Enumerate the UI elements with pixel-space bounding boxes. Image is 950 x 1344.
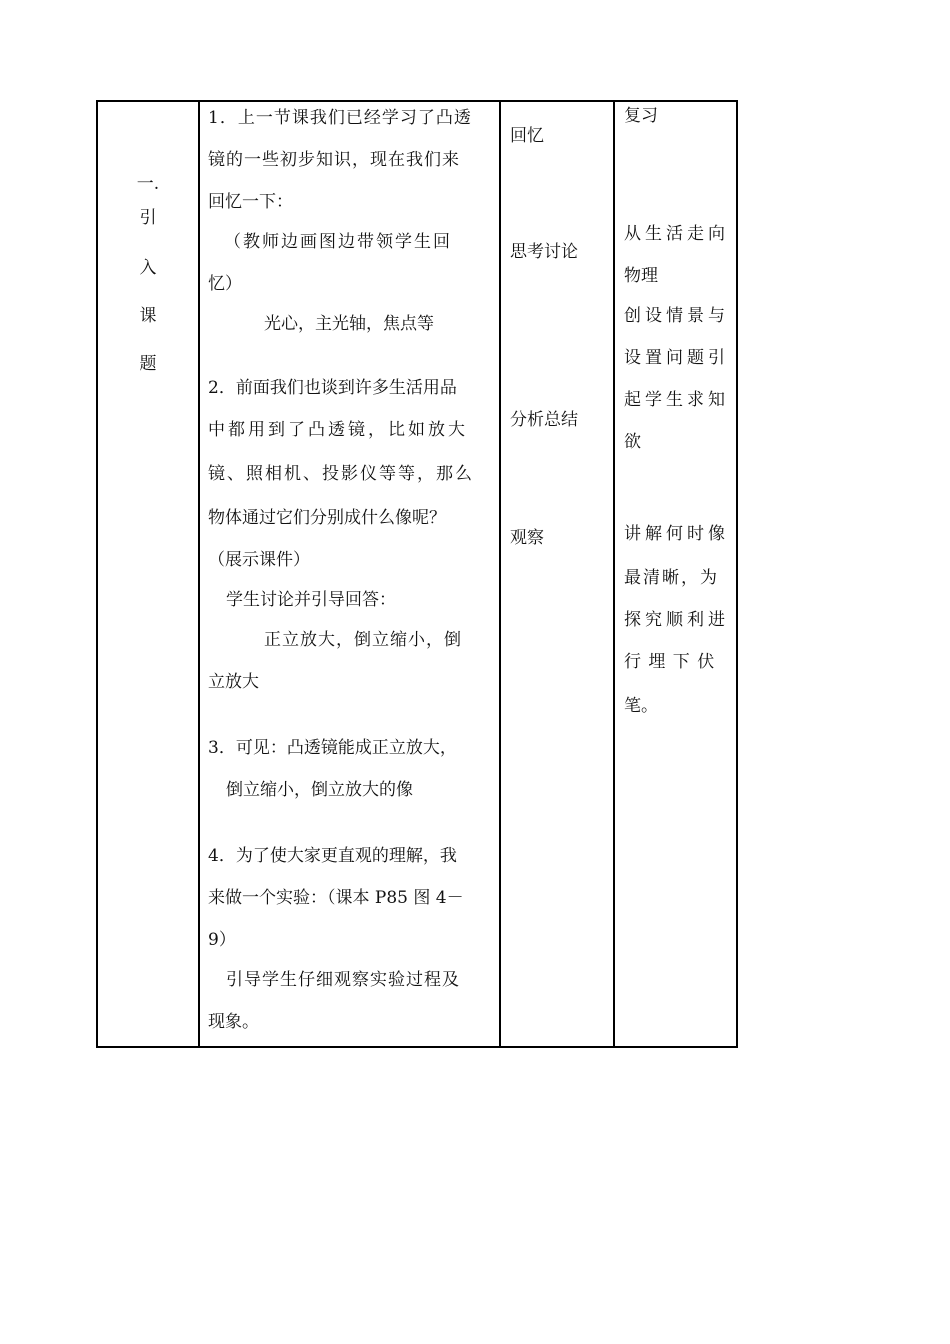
design-intent-line: 复习 [624, 106, 658, 126]
content-line: （展示课件） [208, 550, 310, 570]
content-line: 2．前面我们也谈到许多生活用品 [208, 378, 457, 398]
design-intent-line: 起学生求知 [624, 390, 729, 410]
design-intent-line: 讲解何时像 [624, 524, 729, 544]
content-line: 光心，主光轴，焦点等 [264, 314, 434, 334]
design-intent-line: 欲 [624, 432, 641, 452]
content-line: 学生讨论并引导回答： [226, 590, 396, 610]
design-intent-line: 笔。 [624, 696, 658, 716]
content-line: 1．上一节课我们已经学习了凸透 [208, 108, 472, 128]
design-intent-line: 从生活走向 [624, 224, 729, 244]
content-line: 倒立缩小，倒立放大的像 [226, 780, 413, 800]
content-line: 物体通过它们分别成什么像呢？ [208, 508, 446, 528]
section-label-char: 题 [139, 354, 157, 374]
content-line: 正立放大，倒立缩小，倒 [264, 630, 462, 650]
column-divider-1 [198, 102, 200, 1046]
content-line: （教师边画图边带领学生回 [224, 232, 452, 252]
design-intent-line: 最清晰，为 [624, 568, 719, 588]
design-intent-line: 物理 [624, 266, 658, 286]
column-divider-2 [499, 102, 501, 1046]
section-label-char: 课 [139, 306, 157, 326]
student-activity: 观察 [510, 528, 544, 548]
section-label-char: 一. [136, 174, 160, 194]
design-intent-line: 创设情景与 [624, 306, 729, 326]
design-intent-line: 行 埋 下 伏 [624, 652, 716, 672]
content-line: 9） [208, 930, 236, 950]
student-activity: 回忆 [510, 126, 544, 146]
design-intent-line: 设置问题引 [624, 348, 729, 368]
student-activity: 思考讨论 [510, 242, 578, 262]
column-divider-3 [613, 102, 615, 1046]
lesson-plan-table [96, 100, 738, 1048]
student-activity: 分析总结 [510, 410, 578, 430]
content-line: 镜的一些初步知识，现在我们来 [208, 150, 460, 170]
content-line: 4．为了使大家更直观的理解，我 [208, 846, 457, 866]
content-line: 忆） [208, 274, 242, 294]
section-label-char: 引 [139, 208, 157, 228]
content-line: 引导学生仔细观察实验过程及 [226, 970, 460, 990]
content-line: 来做一个实验：（课本 P85 图 4－ [208, 888, 464, 908]
content-line: 3．可见：凸透镜能成正立放大， [208, 738, 457, 758]
content-line: 立放大 [208, 672, 259, 692]
content-line: 中都用到了凸透镜，比如放大 [208, 420, 468, 440]
content-line: 回忆一下： [208, 192, 293, 212]
content-line: 镜、照相机、投影仪等等，那么 [208, 464, 474, 484]
design-intent-line: 探究顺利进 [624, 610, 729, 630]
content-line: 现象。 [208, 1012, 259, 1032]
section-label-char: 入 [139, 258, 157, 278]
